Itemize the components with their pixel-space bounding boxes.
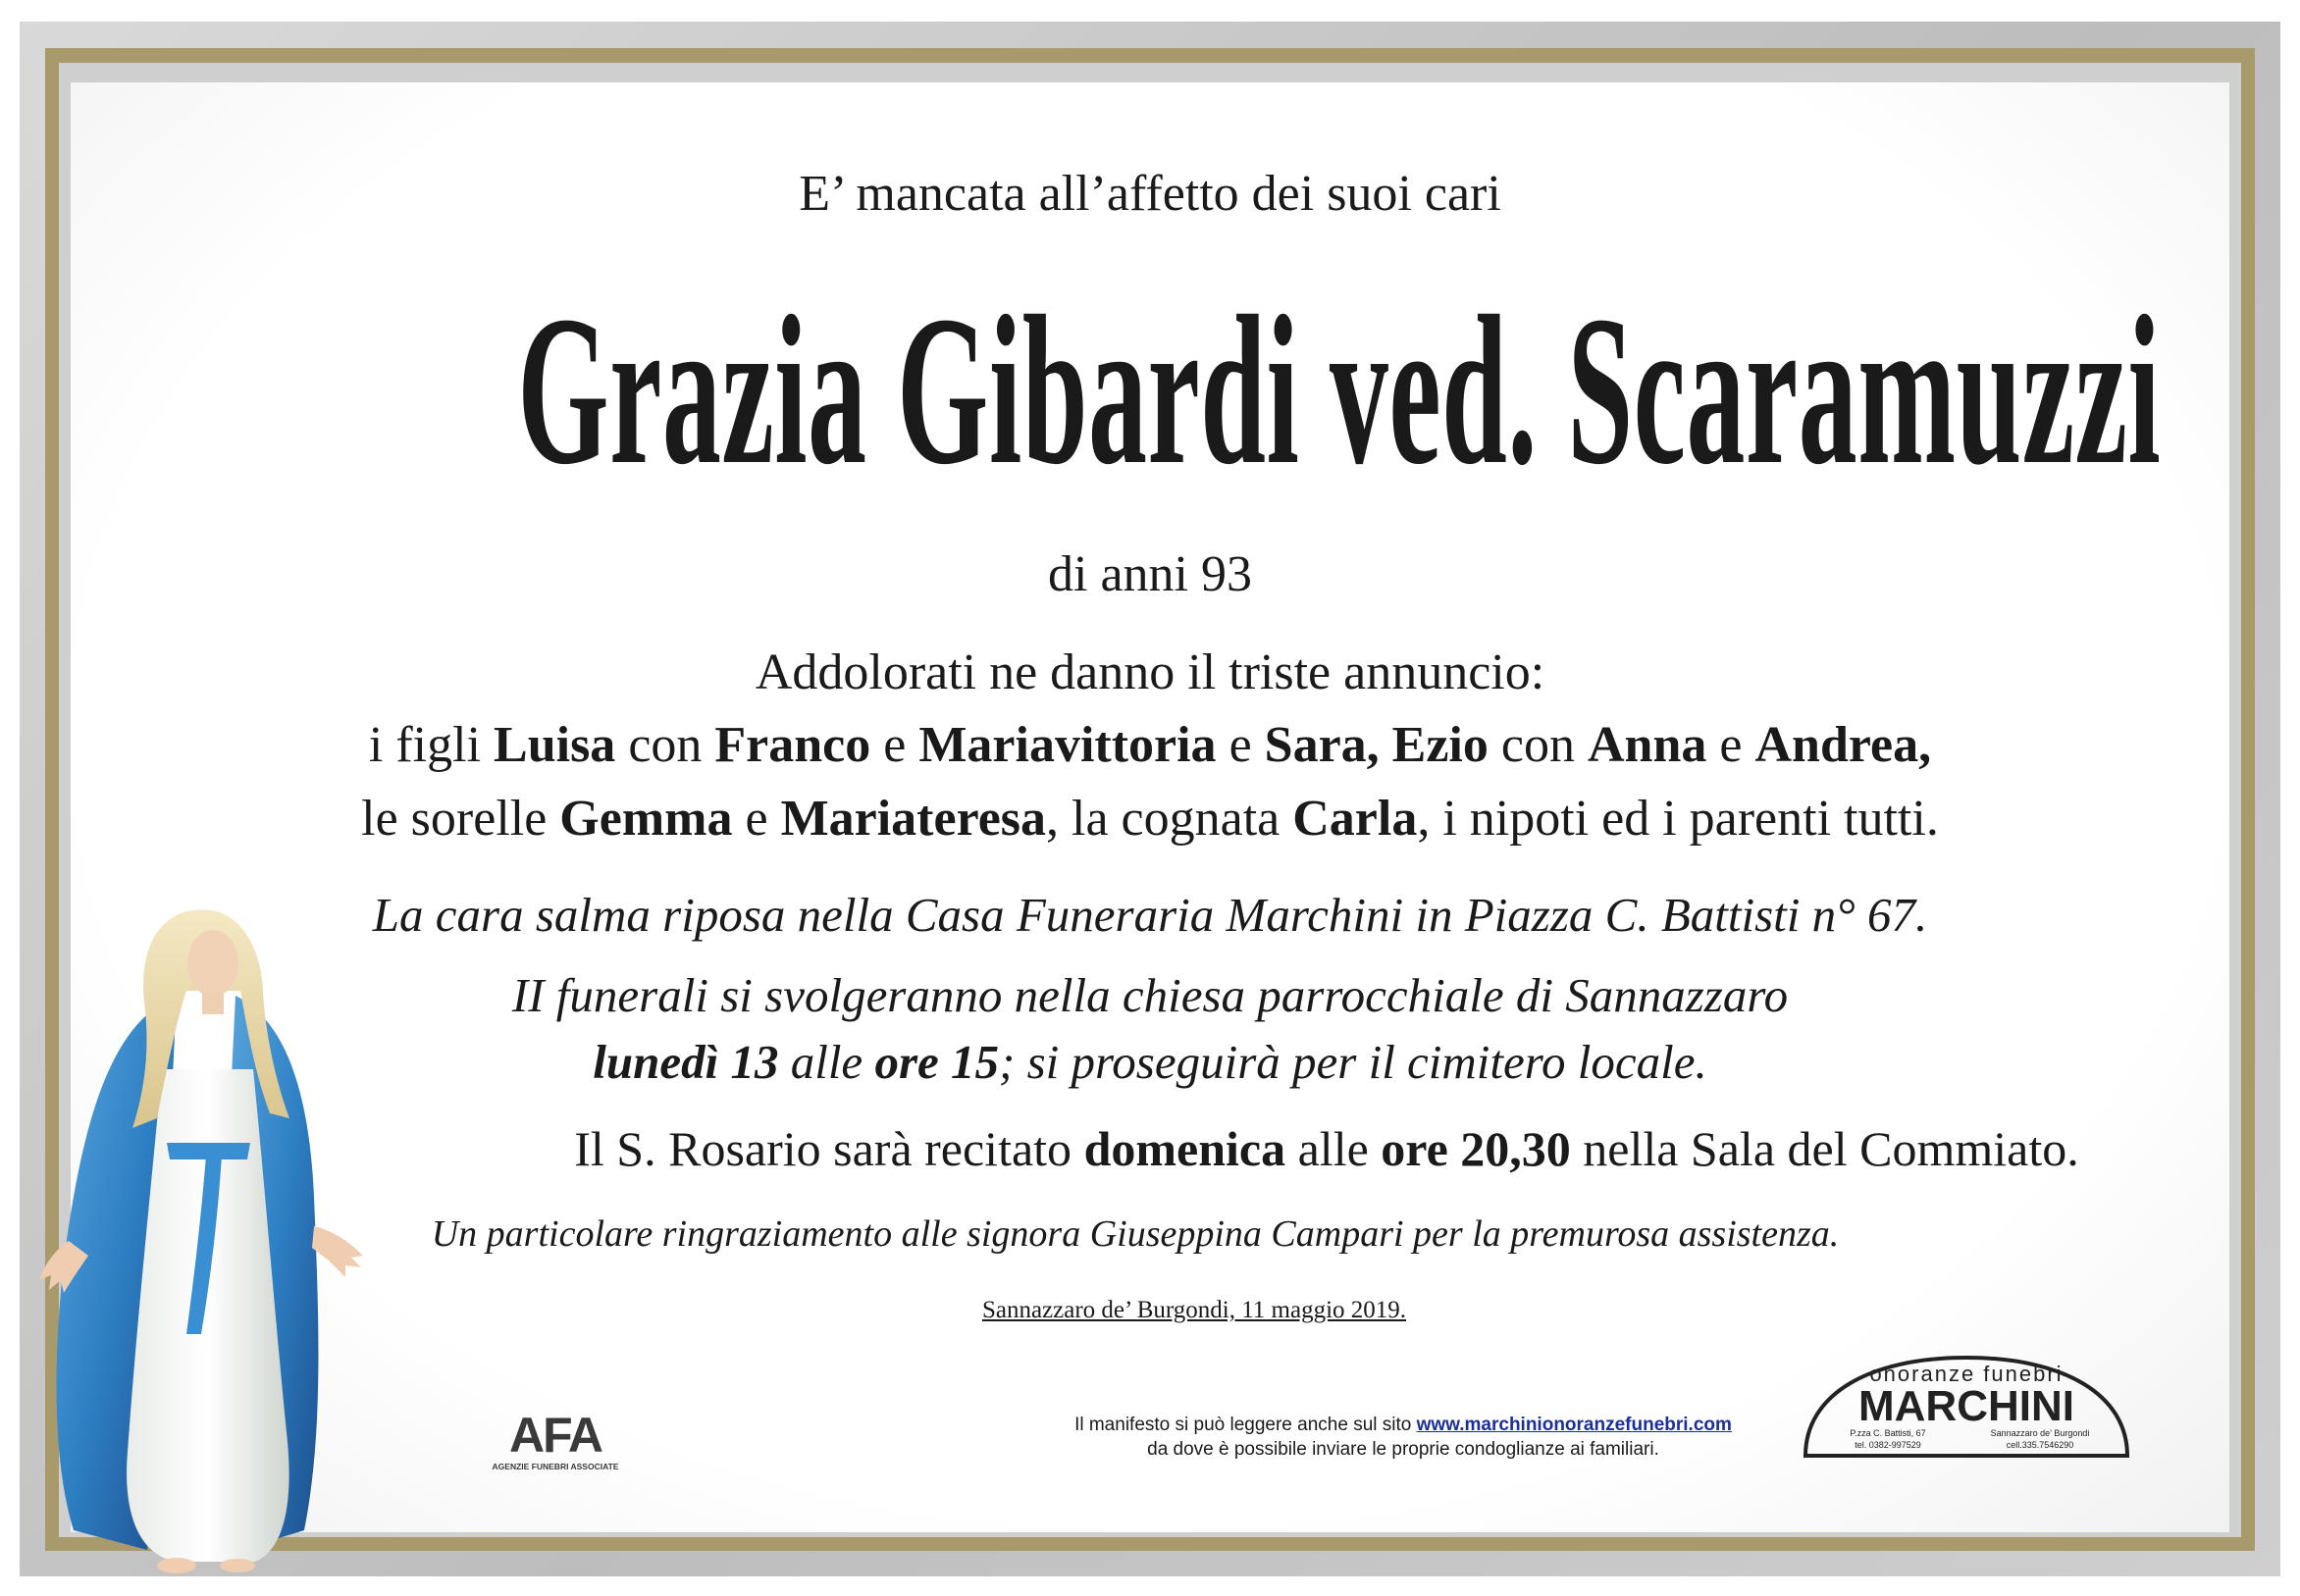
madonna-icon [29,902,392,1579]
marchini-tel: tel. 0382-997529 [1855,1440,1921,1450]
place-date: Sannazzaro de’ Burgondi, 11 maggio 2019. [981,1297,1407,1323]
funeral-line-1: II funerali si svolgeranno nella chiesa parrocchiale di Sannazzaro [511,968,1789,1022]
bold-segment: Sara, Ezio [1264,717,1489,773]
text-segment: e [870,717,919,773]
text-segment: con [615,717,715,773]
bold-segment: Mariavittoria [918,717,1217,773]
text-segment: e [1706,717,1755,773]
footer-note-prefix: Il manifesto si può leggere anche sul sito [1074,1415,1417,1435]
text-segment: Il S. Rosario sarà recitato [574,1121,1084,1176]
text-segment: , i nipoti ed i parenti tutti. [1417,791,1939,847]
afa-logo-caption: AGENZIE FUNEBRI ASSOCIATE [492,1462,619,1471]
text-segment: le sorelle [361,791,560,847]
age-text: di anni 93 [1048,546,1252,602]
bold-segment: ore 15 [874,1035,1000,1089]
bold-segment: Luisa [494,717,616,773]
marchini-address: P.zza C. Battisti, 67 [1850,1428,1926,1438]
bold-segment: Andrea, [1754,717,1932,773]
bold-segment: Mariateresa [780,791,1047,847]
text-segment: i figli [368,717,495,773]
family-line-1 [0,716,2300,774]
text-segment: e [1216,717,1265,773]
deceased-name: Grazia Gibardi ved. Scaramuzzi [517,273,2162,509]
text-segment: , la cognata [1046,791,1293,847]
marchini-logo [1800,1346,2133,1464]
bold-segment: Franco [714,717,871,773]
text-segment: alle [778,1035,875,1089]
bold-segment: ore 20,30 [1381,1121,1571,1176]
footer-note-line-2: da dove è possibile inviare le proprie condoglianze ai familiari. [1147,1439,1659,1460]
intro-text: E’ mancata all’affetto dei suoi cari [799,166,1501,222]
marchini-town: Sannazzaro de’ Burgondi [1990,1428,2090,1438]
rosary-text [177,1120,2300,1177]
afa-logo [488,1407,623,1473]
website-link[interactable]: www.marchinionoranzefunebri.com [1416,1415,1732,1435]
bold-segment: domenica [1083,1121,1286,1176]
text-segment: ; si proseguirà per il cimitero locale. [999,1035,1707,1089]
text-segment: con [1488,717,1588,773]
bold-segment: Gemma [559,791,733,847]
bold-segment: lunedì 13 [593,1035,779,1089]
wake-text: La cara salma riposa nella Casa Funeraria Marchini in Piazza C. Battisti n° 67. [372,888,1928,942]
announcement-text: Addolorati ne danno il triste annuncio: [755,644,1545,700]
thanks-text: Un particolare ringraziamento alle signora Giuseppina Campari per la premurosa assistenza. [431,1213,1840,1255]
afa-logo-letters: AFA [509,1408,601,1463]
bold-segment: Anna [1587,717,1707,773]
text-segment: nella Sala del Commiato. [1570,1121,2079,1176]
bold-segment: Carla [1292,791,1418,847]
text-segment: alle [1285,1121,1382,1176]
marchini-arc-text: onoranze funebri [1869,1362,2064,1386]
marchini-name: MARCHINI [1858,1382,2074,1430]
family-line-2 [0,790,2300,848]
marchini-cell: cell.335.7546290 [2006,1440,2074,1450]
text-segment: e [732,791,781,847]
